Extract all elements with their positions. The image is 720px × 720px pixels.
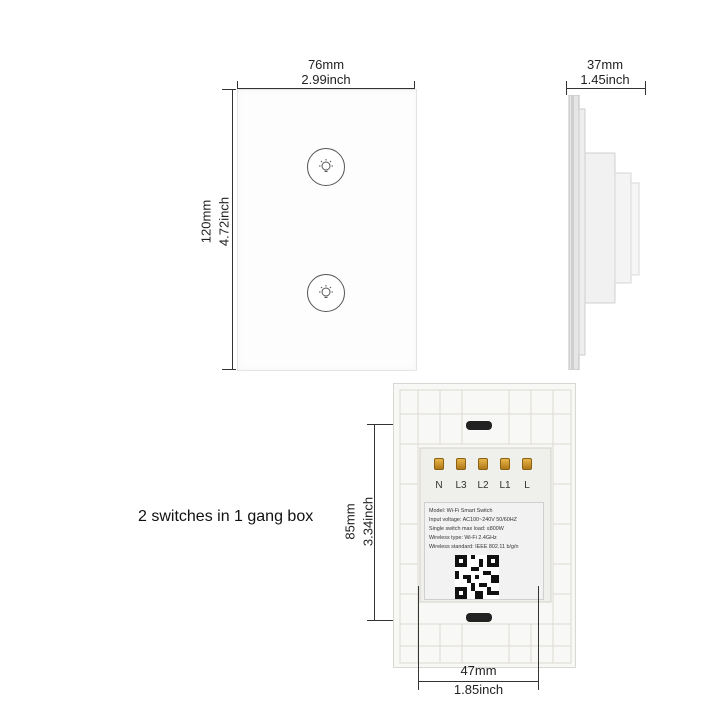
spec-model: Model: Wi-Fi Smart Switch [429,508,493,514]
tick [566,81,567,95]
switch-front-panel [237,89,417,371]
spec-max-load: Single switch max load: ≤800W [429,526,504,532]
spec-wireless-type: Wireless type: Wi-Fi 2.4GHz [429,535,497,541]
top-mount-slot [466,421,492,430]
light-bulb-icon [308,149,344,185]
terminal-screw [478,458,488,470]
front-height-mm: 120mm [198,199,214,244]
front-height-line [232,89,233,369]
switch-side-profile [566,95,646,370]
terminal-screw [456,458,466,470]
terminal-label-n: N [435,480,443,491]
caption: 2 switches in 1 gang box [138,508,314,525]
front-height-inch: 4.72inch [216,196,232,247]
spec-label [424,502,544,600]
back-height-inch: 3.34inch [360,496,376,547]
terminal-label-l2: L2 [477,480,489,491]
terminal-label-l1: L1 [499,480,511,491]
tick [222,89,236,90]
spec-input-voltage: Input voltage: AC100~240V 50/60HZ [429,517,517,523]
back-width-mm: 47mm [460,663,497,678]
tick [222,369,236,370]
terminal-screw [434,458,444,470]
front-width-inch: 2.99inch [301,72,351,87]
switch-back-panel [393,383,576,668]
side-depth-line [566,88,646,89]
side-depth-inch: 1.45inch [580,72,630,87]
tick [645,81,646,95]
touch-button-1[interactable] [307,148,345,186]
qr-code-icon [455,555,499,599]
back-width-inch: 1.85inch [453,682,504,697]
side-depth-mm: 37mm [586,57,624,72]
front-width-mm: 76mm [307,57,345,72]
spec-wireless-standard: Wireless standard: IEEE 802.11 b/g/n [429,544,519,550]
terminal-label-l3: L3 [455,480,467,491]
terminal-label-l: L [524,480,530,491]
terminal-screw [500,458,510,470]
bottom-mount-slot [466,613,492,622]
light-bulb-icon [308,275,344,311]
touch-button-2[interactable] [307,274,345,312]
back-height-mm: 85mm [342,503,358,540]
terminal-screw [522,458,532,470]
